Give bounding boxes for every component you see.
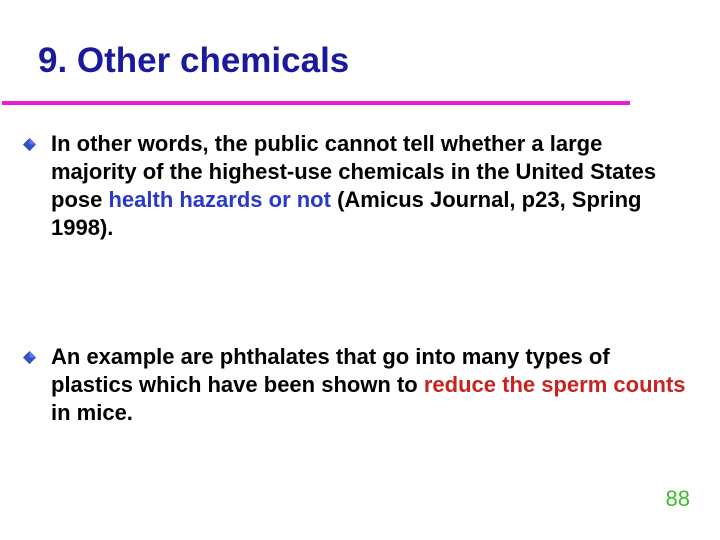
bullet-item [22, 130, 690, 242]
bullet-text-part: In other words, the public cannot tell whether a large majority of the highest-use chemicals in the United States pose [51, 131, 657, 212]
highlight-text: reduce the sperm counts [423, 372, 686, 397]
diamond-bullet-icon [22, 137, 37, 152]
bullet-text [51, 343, 690, 427]
page-number: 88 [665, 486, 690, 511]
title-underline [2, 101, 630, 105]
diamond-bullet-icon [22, 350, 37, 365]
bullet-item [22, 343, 690, 427]
bullet-text [51, 130, 690, 242]
slide-title: 9. Other chemicals [38, 41, 350, 80]
bullet-text-part: in mice. [51, 400, 133, 425]
highlight-text: health hazards or not [108, 187, 331, 212]
bullet-text-part: (Amicus Journal, p23, Spring 1998). [51, 187, 642, 240]
bullet-text-part: An example are phthalates that go into many types of plastics which have been shown to [51, 344, 610, 397]
